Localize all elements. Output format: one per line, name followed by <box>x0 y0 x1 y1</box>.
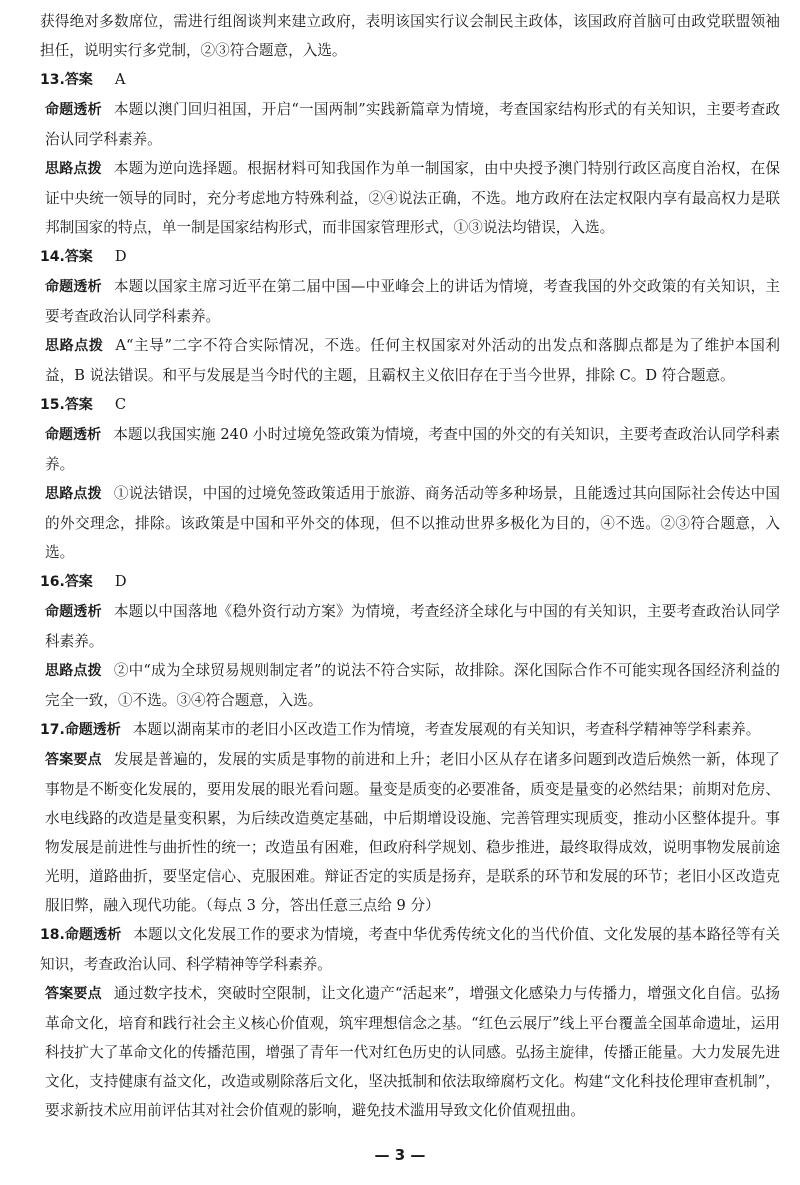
intent-text: 本题以湖南某市的老旧小区改造工作为情境，考查发展观的有关知识，考查科学精神等学科素养。 <box>132 721 761 738</box>
question-number: 16. <box>40 574 65 590</box>
answer-label: 答案 <box>64 249 93 265</box>
intent-text: 本题以我国实施 240 小时过境免签政策为情境，考查中国的外交的有关知识，主要考查政治认同学科素养。 <box>45 426 781 473</box>
intro-paragraph: 获得绝对多数席位，需进行组阁谈判来建立政府，表明该国实行议会制民主政体，该国政府首脑可由政党联盟领袖担任，说明实行多党制，②③符合题意，入选。 <box>40 13 780 59</box>
intent-label: 命题透析 <box>64 722 121 738</box>
intent-label: 命题透析 <box>64 927 122 943</box>
question-number: 17. <box>40 722 65 738</box>
question-15-intent <box>40 420 780 479</box>
page-number: — 3 — <box>374 1146 426 1164</box>
answer-label: 答案 <box>64 72 93 88</box>
hint-text: ①说法错误，中国的过境免签政策适用于旅游、商务活动等多种场景，且能透过其向国际社会传达中国的外交理念，排除。该政策是中国和平外交的体现，但不以推动世界多极化为目的，④不选。②③符合题意，入选。 <box>45 485 780 561</box>
question-15-header <box>40 390 780 420</box>
intent-text: 本题以澳门回归祖国，开启“一国两制”实践新篇章为情境，考查国家结构形式的有关知识，主要考查政治认同学科素养。 <box>45 101 780 148</box>
hint-label: 思路点拨 <box>45 486 102 502</box>
question-14-intent <box>40 272 780 331</box>
hint-text: 本题为逆向选择题。根据材料可知我国作为单一制国家，由中央授予澳门特别行政区高度自治权，在保证中央统一领导的同时，充分考虑地方特殊利益，②④说法正确，不选。地方政府在法定权限内享有最高权力是联邦制国家的特点，单一制是国家结构形式，而非国家管理形式，①③说法均错误，入选。 <box>45 160 780 236</box>
question-14-header <box>40 242 780 272</box>
question-17 <box>40 715 780 920</box>
intent-text: 本题以文化发展工作的要求为情境，考查中华优秀传统文化的当代价值、文化发展的基本路径等有关知识，考查政治认同、科学精神等学科素养。 <box>40 926 780 973</box>
question-16-hint <box>40 656 780 715</box>
hint-label: 思路点拨 <box>45 338 104 354</box>
question-16-header <box>40 567 780 597</box>
question-13-intent <box>40 95 780 154</box>
question-13 <box>40 65 780 242</box>
hint-label: 思路点拨 <box>45 161 102 177</box>
intent-label: 命题透析 <box>45 427 102 443</box>
question-16-intent <box>40 597 780 656</box>
answer-value: C <box>114 396 126 413</box>
intent-label: 命题透析 <box>45 604 102 620</box>
question-16 <box>40 567 780 715</box>
answer-label: 答案 <box>64 397 93 413</box>
answer-sheet-page <box>40 7 780 1125</box>
question-number: 15. <box>40 397 65 413</box>
question-14 <box>40 242 780 390</box>
question-number: 13. <box>40 72 65 88</box>
intent-text: 本题以中国落地《稳外资行动方案》为情境，考查经济全球化与中国的有关知识，主要考查政治认同学科素养。 <box>45 603 780 650</box>
question-number: 18. <box>40 927 65 943</box>
question-13-header <box>40 65 780 95</box>
answer-value: D <box>114 573 127 590</box>
question-number: 14. <box>40 249 65 265</box>
hint-text: A“主导”二字不符合实际情况，不选。任何主权国家对外活动的出发点和落脚点都是为了维护本国利益，B 说法错误。和平与发展是当今时代的主题，且霸权主义依旧存在于当今世界，排除 C。D 符合题意。 <box>45 337 780 384</box>
key-points-label: 答案要点 <box>45 986 102 1002</box>
key-points-text: 通过数字技术，突破时空限制，让文化遗产“活起来”，增强文化感染力与传播力，增强文化自信。弘扬革命文化，培育和践行社会主义核心价值观，筑牢理想信念之基。“红色云展厅”线上平台覆盖全国革命遗址，运用科技扩大了革命文化的传播范围，增强了青年一代对红色历史的认同感。弘扬主旋律，传播正能量。大力发展先进文化，支持健康有益文化，改造或剔除落后文化，坚决抵制和依法取缔腐朽文化。构建“文化科技伦理审查机制”，要求新技术应用前评估其对社会价值观的影响，避免技术滥用导致文化价值观扭曲。 <box>45 985 780 1119</box>
answer-value: D <box>114 248 127 265</box>
key-points-label: 答案要点 <box>45 752 102 768</box>
question-15-hint <box>40 479 780 567</box>
question-13-hint <box>40 154 780 242</box>
question-15 <box>40 390 780 567</box>
question-14-hint <box>40 331 780 390</box>
question-18 <box>40 920 780 1125</box>
hint-text: ②中“成为全球贸易规则制定者”的说法不符合实际，故排除。深化国际合作不可能实现各国经济利益的完全一致，①不选。③④符合题意，入选。 <box>45 662 780 709</box>
intent-label: 命题透析 <box>45 102 102 118</box>
key-points-text: 发展是普遍的，发展的实质是事物的前进和上升；老旧小区从存在诸多问题到改造后焕然一新，体现了事物是不断变化发展的，要用发展的眼光看问题。量变是质变的必要准备，质变是量变的必然结果；前期对危房、水电线路的改造是量变积累，为后续改造奠定基础，中后期增设设施、完善管理实现质变，推动小区整体提升。事物发展是前进性与曲折性的统一；改造虽有困难，但政府科学规划、稳步推进，最终取得成效，说明事物发展前途光明，道路曲折，要坚定信心、克服困难。辩证否定的实质是扬弃，是联系的环节和发展的环节；老旧小区改造克服旧弊，融入现代功能。（每点 3 分，答出任意三点给 9 分） <box>45 751 780 914</box>
question-18-intent <box>40 920 780 979</box>
question-18-key-points <box>40 979 780 1125</box>
hint-label: 思路点拨 <box>45 663 102 679</box>
intent-text: 本题以国家主席习近平在第二届中国—中亚峰会上的讲话为情境，考查我国的外交政策的有关知识，主要考查政治认同学科素养。 <box>45 278 780 325</box>
question-17-intent <box>40 715 780 745</box>
question-17-key-points <box>40 745 780 920</box>
answer-label: 答案 <box>64 574 93 590</box>
intent-label: 命题透析 <box>45 279 102 295</box>
answer-value: A <box>114 71 126 88</box>
